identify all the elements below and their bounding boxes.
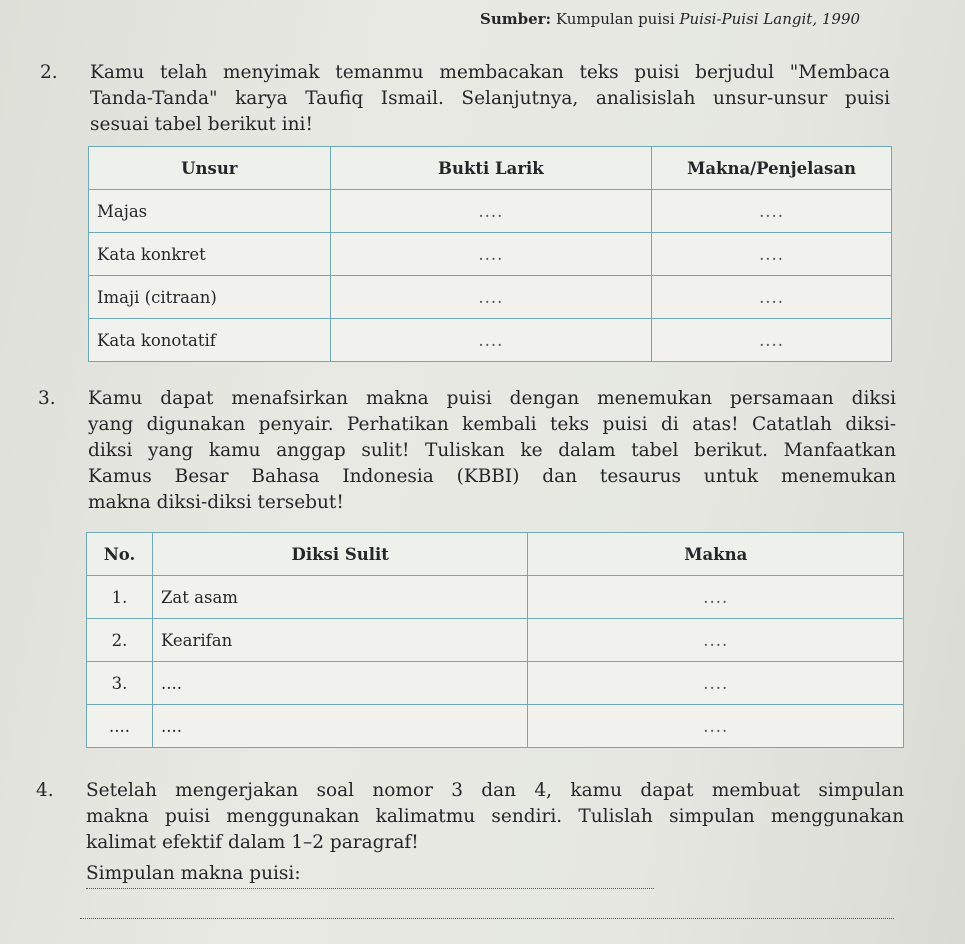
question-number: 4. [36,780,54,801]
question-line: yang digunakan penyair. Perhatikan kembali teks puisi di atas! Catatlah diksi- [88,414,896,435]
table-header: Makna/Penjelasan [652,147,892,190]
diksi-cell[interactable]: .... [152,705,528,748]
makna-cell[interactable]: .... [652,233,892,276]
source-text: Kumpulan puisi [555,10,675,28]
table-row [89,233,892,276]
table-row [89,319,892,362]
no-cell: 3. [87,662,153,705]
makna-cell[interactable]: .... [652,190,892,233]
table-row [87,619,904,662]
question-line: makna puisi menggunakan kalimatmu sendiri. Tulislah simpulan menggunakan [86,806,904,827]
unsur-cell: Kata konotatif [89,319,331,362]
makna-cell[interactable]: .... [528,662,904,705]
question-line: sesuai tabel berikut ini! [90,114,313,135]
question-number: 2. [40,62,58,83]
question-line: Kamu dapat menafsirkan makna puisi dengan menemukan persamaan diksi [88,388,896,409]
question-line: kalimat efektif dalam 1–2 paragraf! [86,832,419,853]
analysis-table [88,146,892,362]
table-row [87,662,904,705]
no-cell[interactable]: .... [87,705,153,748]
table-row [89,276,892,319]
bukti-larik-cell[interactable]: .... [330,276,651,319]
table-header: Makna [528,533,904,576]
diksi-cell[interactable]: .... [152,662,528,705]
source-citation [480,10,940,28]
question-line: Kamu telah menyimak temanmu membacakan teks puisi berjudul "Membaca [90,62,890,83]
makna-cell[interactable]: .... [652,276,892,319]
no-cell: 1. [87,576,153,619]
table-header: No. [87,533,153,576]
unsur-cell: Kata konkret [89,233,331,276]
makna-cell[interactable]: .... [528,576,904,619]
question-line: Kamus Besar Bahasa Indonesia (KBBI) dan tesaurus untuk menemukan [88,466,896,487]
table-row [87,705,904,748]
source-title: Puisi-Puisi Langit, [679,10,818,28]
makna-cell[interactable]: .... [528,705,904,748]
unsur-cell: Imaji (citraan) [89,276,331,319]
makna-cell[interactable]: .... [652,319,892,362]
table-header: Diksi Sulit [152,533,528,576]
bukti-larik-cell[interactable]: .... [330,319,651,362]
difficult-diction-table [86,532,904,748]
makna-cell[interactable]: .... [528,619,904,662]
table-header: Bukti Larik [330,147,651,190]
question-number: 3. [38,388,56,409]
table-row [89,190,892,233]
question-line: Tanda-Tanda" karya Taufiq Ismail. Selanjutnya, analisislah unsur-unsur puisi [90,88,890,109]
question-line: diksi yang kamu anggap sulit! Tuliskan ke dalam tabel berikut. Manfaatkan [88,440,896,461]
unsur-cell: Majas [89,190,331,233]
bukti-larik-cell[interactable]: .... [330,233,651,276]
bukti-larik-cell[interactable]: .... [330,190,651,233]
answer-label: Simpulan makna puisi: [86,863,301,884]
diksi-cell: Zat asam [152,576,528,619]
answer-line[interactable] [86,887,654,889]
source-year: 1990 [821,10,861,28]
diksi-cell: Kearifan [152,619,528,662]
table-header: Unsur [89,147,331,190]
answer-line-2[interactable] [80,918,894,919]
no-cell: 2. [87,619,153,662]
table-row [87,576,904,619]
source-label: Sumber: [480,10,552,28]
question-line: Setelah mengerjakan soal nomor 3 dan 4, kamu dapat membuat simpulan [86,780,904,801]
question-line: makna diksi-diksi tersebut! [88,492,344,513]
